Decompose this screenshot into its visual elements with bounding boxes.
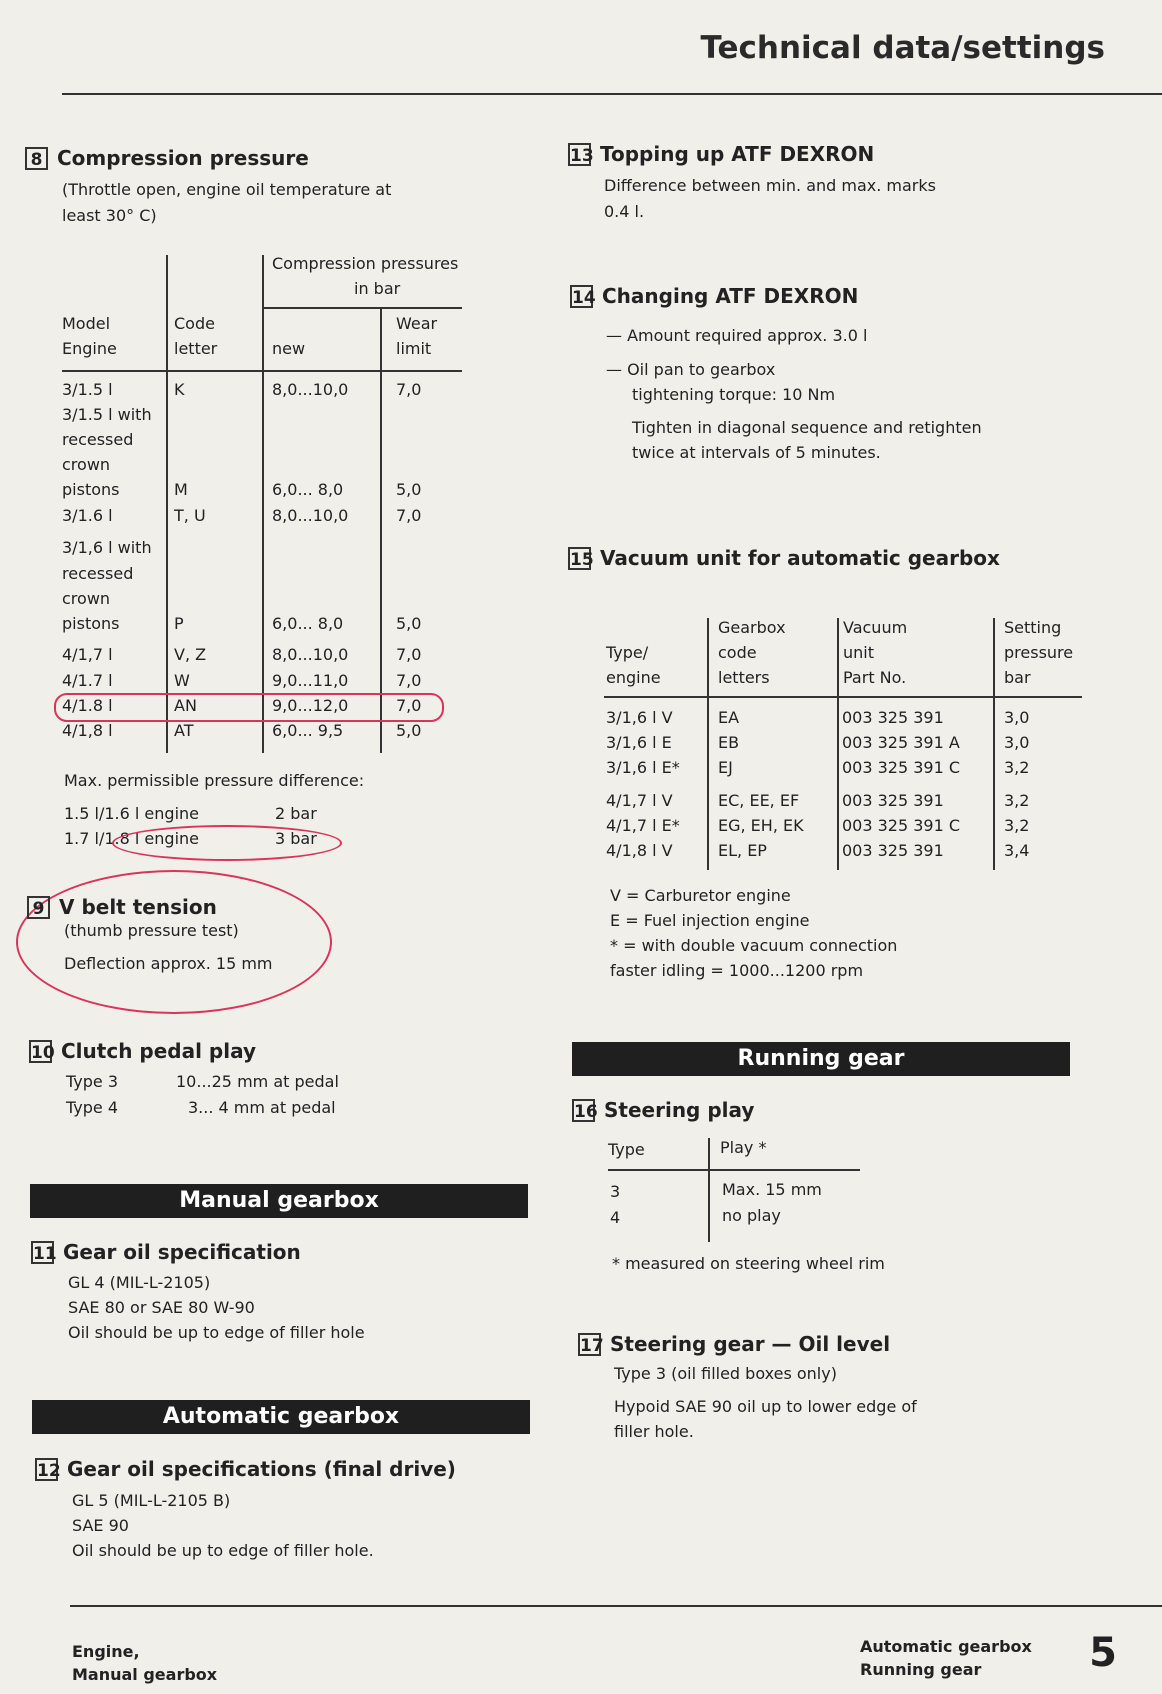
sec16-vline <box>708 1138 710 1242</box>
sec8-cell-wear: 5,0 <box>396 721 422 740</box>
sec15-cell-press: 3,0 <box>1004 733 1030 752</box>
sec17-line-1: Type 3 (oil filled boxes only) <box>614 1364 837 1383</box>
sec8-cell-wear: 7,0 <box>396 506 422 525</box>
sec8-cell-engine: pistons <box>62 614 120 633</box>
sec15-cell-code: EC, EE, EF <box>718 791 800 810</box>
sec12-line-3: Oil should be up to edge of filler hole. <box>72 1541 374 1560</box>
sec8-vline-3 <box>380 308 382 753</box>
sec15-cell-part: 003 325 391 A <box>842 733 960 752</box>
sec9-note: (thumb pressure test) <box>64 921 239 940</box>
sec13-title: Topping up ATF DEXRON <box>600 142 875 166</box>
sec16-heading <box>572 1098 754 1124</box>
sec17-heading <box>578 1332 890 1358</box>
sec8-cell-code: P <box>174 614 184 633</box>
sec14-bullet-2a: — Oil pan to gearbox <box>606 360 776 379</box>
sec11-title: Gear oil specification <box>63 1240 301 1264</box>
bar-running-gear: Running gear <box>572 1042 1070 1076</box>
page-number: 5 <box>1089 1630 1117 1676</box>
sec15-cell-code: EB <box>718 733 740 752</box>
footer-left <box>72 1640 217 1686</box>
sec15-cell-code: EG, EH, EK <box>718 816 804 835</box>
sec14-title: Changing ATF DEXRON <box>602 284 859 308</box>
sec8-cell-engine: 3/1.5 l with <box>62 405 152 424</box>
header-rule <box>62 93 1162 95</box>
sec15-vline-3 <box>993 618 995 870</box>
highlight-an-row <box>54 693 444 722</box>
sec8-cell-code: AN <box>174 696 197 715</box>
sec16-row2-type: 4 <box>610 1208 621 1227</box>
sec17-number: 17 <box>578 1333 601 1356</box>
sec16-title: Steering play <box>604 1098 755 1122</box>
sec8-diff2-value: 3 bar <box>275 829 317 848</box>
sec8-cell-new: 8,0...10,0 <box>272 506 349 525</box>
sec8-head-wear-2: limit <box>396 339 432 358</box>
sec10-number: 10 <box>29 1040 52 1063</box>
sec13-number: 13 <box>568 143 591 166</box>
sec16-head-play: Play * <box>720 1138 767 1157</box>
sec8-cell-engine: pistons <box>62 480 120 499</box>
sec15-title: Vacuum unit for automatic gearbox <box>600 546 1000 570</box>
sec15-cell-part: 003 325 391 <box>842 791 944 810</box>
sec8-head-new: new <box>272 339 306 358</box>
sec17-line-2: Hypoid SAE 90 oil up to lower edge of <box>614 1397 917 1416</box>
sec14-bullet-2b: tightening torque: 10 Nm <box>632 385 836 404</box>
sec12-number: 12 <box>35 1458 58 1481</box>
footer-rule <box>70 1605 1162 1607</box>
footer-right-2: Running gear <box>860 1660 982 1679</box>
sec15-cell-press: 3,2 <box>1004 758 1030 777</box>
sec8-cell-engine: 3/1.6 l <box>62 506 113 525</box>
sec15-head-vu-2: unit <box>843 643 874 662</box>
sec15-cell-press: 3,2 <box>1004 816 1030 835</box>
sec16-row2-play: no play <box>722 1206 781 1225</box>
sec15-head-vu-3: Part No. <box>843 668 907 687</box>
sec15-cell-type: 3/1,6 l E <box>606 733 672 752</box>
sec8-cell-wear: 7,0 <box>396 380 422 399</box>
sec8-note-1: (Throttle open, engine oil temperature at <box>62 180 392 199</box>
sec8-cell-engine: recessed <box>62 564 134 583</box>
sec15-vline-1 <box>707 618 709 870</box>
sec15-head-sp-1: Setting <box>1004 618 1062 637</box>
footer-left-2: Manual gearbox <box>72 1665 218 1684</box>
sec8-cell-new: 8,0...10,0 <box>272 380 349 399</box>
sec12-line-2: SAE 90 <box>72 1516 129 1535</box>
footer-right <box>860 1635 1032 1681</box>
sec8-cell-engine: crown <box>62 455 111 474</box>
sec15-cell-press: 3,2 <box>1004 791 1030 810</box>
sec14-heading <box>570 284 858 310</box>
sec15-vline-2 <box>837 618 839 870</box>
sec8-cell-wear: 7,0 <box>396 696 422 715</box>
sec15-cell-code: EA <box>718 708 740 727</box>
sec15-number: 15 <box>568 547 591 570</box>
sec16-row1-play: Max. 15 mm <box>722 1180 822 1199</box>
sec15-cell-code: EL, EP <box>718 841 767 860</box>
sec9-title: V belt tension <box>59 895 217 919</box>
sec15-hline-header <box>604 696 1082 698</box>
sec11-line-1: GL 4 (MIL-L-2105) <box>68 1273 211 1292</box>
sec15-cell-part: 003 325 391 <box>842 708 944 727</box>
sec10-t4-value: 3... 4 mm at pedal <box>188 1098 336 1117</box>
sec15-head-sp-3: bar <box>1004 668 1031 687</box>
sec8-note-2: least 30° C) <box>62 206 157 225</box>
sec14-bullet-1: — Amount required approx. 3.0 l <box>606 326 868 345</box>
sec15-cell-part: 003 325 391 <box>842 841 944 860</box>
sec17-title: Steering gear — Oil level <box>610 1332 891 1356</box>
sec8-cell-engine: recessed <box>62 430 134 449</box>
sec15-head-gb-3: letters <box>718 668 770 687</box>
sec15-cell-type: 3/1,6 l V <box>606 708 673 727</box>
sec8-cell-wear: 5,0 <box>396 614 422 633</box>
sec8-cell-engine: 3/1,6 l with <box>62 538 152 557</box>
sec8-number: 8 <box>25 147 48 170</box>
sec8-head-model-1: Model <box>62 314 111 333</box>
sec15-cell-type: 4/1,8 l V <box>606 841 673 860</box>
sec15-head-type-1: Type/ <box>606 643 649 662</box>
sec15-cell-code: EJ <box>718 758 733 777</box>
sec8-cell-new: 8,0...10,0 <box>272 645 349 664</box>
sec11-line-2: SAE 80 or SAE 80 W-90 <box>68 1298 255 1317</box>
sec8-diff2-engine: 1.7 l/1.8 l engine <box>64 829 199 848</box>
sec8-cell-new: 6,0... 8,0 <box>272 480 344 499</box>
sec8-head-cp-1: Compression pressures <box>272 254 459 273</box>
sec14-bullet-3b: twice at intervals of 5 minutes. <box>632 443 881 462</box>
highlight-vbelt <box>16 870 332 1014</box>
sec16-note: * measured on steering wheel rim <box>612 1254 885 1273</box>
bar-manual-gearbox: Manual gearbox <box>30 1184 528 1218</box>
sec15-head-type-2: engine <box>606 668 661 687</box>
sec15-cell-type: 3/1,6 l E* <box>606 758 680 777</box>
sec15-note-3: * = with double vacuum connection <box>610 936 898 955</box>
sec8-heading <box>25 146 309 172</box>
highlight-diff2 <box>112 825 342 861</box>
sec16-hline <box>608 1169 860 1171</box>
sec8-vline-1 <box>166 255 168 753</box>
sec9-heading <box>27 895 217 921</box>
sec15-heading <box>568 546 1000 572</box>
sec8-cell-code: AT <box>174 721 194 740</box>
sec17-line-3: filler hole. <box>614 1422 694 1441</box>
sec8-max-diff: Max. permissible pressure difference: <box>64 771 365 790</box>
sec8-hline-top <box>264 307 462 309</box>
sec8-title: Compression pressure <box>57 146 309 170</box>
page-title: Technical data/settings <box>700 30 1105 66</box>
sec10-title: Clutch pedal play <box>61 1039 256 1063</box>
sec13-line-2: 0.4 l. <box>604 202 645 221</box>
sec11-number: 11 <box>31 1241 54 1264</box>
sec8-cell-code: M <box>174 480 188 499</box>
sec8-cell-engine: 4/1,7 l <box>62 645 113 664</box>
sec8-head-code-1: Code <box>174 314 215 333</box>
sec15-head-gb-1: Gearbox <box>718 618 786 637</box>
sec8-cell-code: K <box>174 380 185 399</box>
sec14-bullet-3a: Tighten in diagonal sequence and retighten <box>632 418 982 437</box>
sec15-cell-press: 3,0 <box>1004 708 1030 727</box>
sec13-line-1: Difference between min. and max. marks <box>604 176 936 195</box>
sec15-note-4: faster idling = 1000...1200 rpm <box>610 961 864 980</box>
sec15-cell-type: 4/1,7 l V <box>606 791 673 810</box>
sec8-cell-code: W <box>174 671 190 690</box>
sec9-text: Deflection approx. 15 mm <box>64 954 273 973</box>
sec8-diff1-value: 2 bar <box>275 804 317 823</box>
bar-automatic-gearbox: Automatic gearbox <box>32 1400 530 1434</box>
sec12-line-1: GL 5 (MIL-L-2105 B) <box>72 1491 231 1510</box>
sec12-title: Gear oil specifications (final drive) <box>67 1457 456 1481</box>
sec15-head-vu-1: Vacuum <box>843 618 908 637</box>
sec15-cell-part: 003 325 391 C <box>842 816 961 835</box>
sec8-cell-new: 6,0... 9,5 <box>272 721 344 740</box>
sec8-cell-engine: 4/1,8 l <box>62 721 113 740</box>
sec8-head-wear-1: Wear <box>396 314 438 333</box>
sec10-t3-label: Type 3 <box>66 1072 119 1091</box>
sec10-t3-value: 10...25 mm at pedal <box>176 1072 339 1091</box>
sec8-cell-new: 9,0...11,0 <box>272 671 349 690</box>
sec9-number: 9 <box>27 896 50 919</box>
sec8-cell-wear: 5,0 <box>396 480 422 499</box>
sec8-cell-engine: 4/1.7 l <box>62 671 113 690</box>
sec15-cell-press: 3,4 <box>1004 841 1030 860</box>
sec11-line-3: Oil should be up to edge of filler hole <box>68 1323 365 1342</box>
sec14-number: 14 <box>570 285 593 308</box>
sec16-number: 16 <box>572 1099 595 1122</box>
sec15-note-1: V = Carburetor engine <box>610 886 791 905</box>
sec8-cell-wear: 7,0 <box>396 671 422 690</box>
sec8-cell-new: 6,0... 8,0 <box>272 614 344 633</box>
sec8-hline-header <box>62 370 462 372</box>
sec8-cell-wear: 7,0 <box>396 645 422 664</box>
footer-right-1: Automatic gearbox <box>860 1637 1032 1656</box>
sec8-cell-engine: 4/1.8 l <box>62 696 113 715</box>
sec8-cell-engine: 3/1.5 l <box>62 380 113 399</box>
footer-left-1: Engine, <box>72 1642 140 1661</box>
sec8-cell-new: 9,0...12,0 <box>272 696 349 715</box>
sec8-cell-engine: crown <box>62 589 111 608</box>
sec8-head-model-2: Engine <box>62 339 117 358</box>
sec16-row1-type: 3 <box>610 1182 621 1201</box>
sec8-head-code-2: letter <box>174 339 218 358</box>
sec13-heading <box>568 142 874 168</box>
sec15-cell-part: 003 325 391 C <box>842 758 961 777</box>
sec10-t4-label: Type 4 <box>66 1098 119 1117</box>
sec15-head-gb-2: code <box>718 643 757 662</box>
sec15-note-2: E = Fuel injection engine <box>610 911 810 930</box>
sec12-heading <box>35 1457 456 1483</box>
sec10-heading <box>29 1039 256 1065</box>
sec8-head-cp-2: in bar <box>354 279 401 298</box>
sec8-cell-code: T, U <box>174 506 206 525</box>
sec8-diff1-engine: 1.5 l/1.6 l engine <box>64 804 199 823</box>
sec11-heading <box>31 1240 301 1266</box>
sec8-vline-2 <box>262 255 264 753</box>
sec16-head-type: Type <box>608 1140 645 1159</box>
sec15-head-sp-2: pressure <box>1004 643 1074 662</box>
sec8-cell-code: V, Z <box>174 645 207 664</box>
sec15-cell-type: 4/1,7 l E* <box>606 816 680 835</box>
